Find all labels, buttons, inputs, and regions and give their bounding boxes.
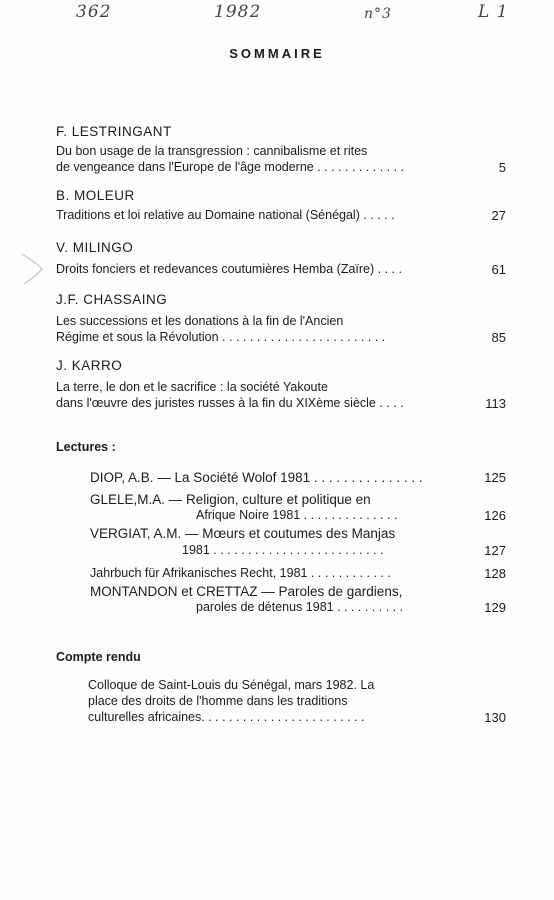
article-title-line: Du bon usage de la transgression : cannibalisme et rites bbox=[56, 144, 368, 158]
article-author: J. KARRO bbox=[56, 358, 123, 373]
compte-rendu-line: place des droits de l'homme dans les traditions bbox=[88, 694, 348, 708]
review-page-number: 125 bbox=[484, 470, 506, 485]
review-line-continued: paroles de détenus 1981 . . . . . . . . . . bbox=[196, 600, 404, 614]
review-line: Jahrbuch für Afrikanisches Recht, 1981 . . . . . . . . . . . . bbox=[90, 566, 391, 580]
article-page-number: 5 bbox=[498, 160, 506, 175]
article-title-line: de vengeance dans l'Europe de l'âge moderne . . . . . . . . . . . . . bbox=[56, 160, 405, 174]
article-title-line: dans l'œuvre des juristes russes à la fin du XIXème siècle . . . . bbox=[56, 396, 404, 410]
article-author: J.F. CHASSAING bbox=[56, 292, 168, 307]
article-title-line: Droits fonciers et redevances coutumières Hemba (Zaïre) . . . . bbox=[56, 262, 402, 276]
handwritten-note-2: 1982 bbox=[214, 2, 262, 22]
handwritten-note-1: 362 bbox=[76, 2, 112, 22]
review-line-continued: Afrique Noire 1981 . . . . . . . . . . . . . . bbox=[196, 508, 398, 522]
article-page-number: 113 bbox=[485, 396, 506, 411]
article-author: F. LESTRINGANT bbox=[56, 124, 172, 139]
article-author: B. MOLEUR bbox=[56, 188, 135, 203]
review-line: DIOP, A.B. — La Société Wolof 1981 . . . . . . . . . . . . . . . bbox=[90, 470, 423, 485]
handwritten-note-4: L 1 bbox=[478, 2, 509, 22]
margin-mark-icon bbox=[20, 252, 44, 286]
article-page-number: 27 bbox=[491, 208, 506, 223]
compte-rendu-page-number: 130 bbox=[484, 710, 506, 725]
review-page-number: 129 bbox=[484, 600, 506, 615]
review-line: GLELE,M.A. — Religion, culture et politique en bbox=[90, 492, 371, 507]
review-page-number: 127 bbox=[484, 543, 506, 558]
review-line-continued: 1981 . . . . . . . . . . . . . . . . . . . . . . . . . bbox=[182, 543, 384, 557]
article-page-number: 61 bbox=[491, 262, 506, 277]
article-title-line: Régime et sous la Révolution . . . . . . . . . . . . . . . . . . . . . . . . bbox=[56, 330, 386, 344]
compte-rendu-heading: Compte rendu bbox=[56, 650, 141, 664]
article-author: V. MILINGO bbox=[56, 240, 134, 255]
review-page-number: 126 bbox=[484, 508, 506, 523]
compte-rendu-line: culturelles africaines. . . . . . . . . . . . . . . . . . . . . . . . bbox=[88, 710, 365, 724]
review-line: MONTANDON et CRETTAZ — Paroles de gardiens, bbox=[90, 584, 403, 599]
lectures-heading: Lectures : bbox=[56, 440, 116, 454]
article-title-line: La terre, le don et le sacrifice : la société Yakoute bbox=[56, 380, 328, 394]
article-title-line: Traditions et loi relative au Domaine national (Sénégal) . . . . . bbox=[56, 208, 395, 222]
review-line: VERGIAT, A.M. — Mœurs et coutumes des Manjas bbox=[90, 526, 396, 541]
article-title-line: Les successions et les donations à la fin de l'Ancien bbox=[56, 314, 344, 328]
compte-rendu-line: Colloque de Saint-Louis du Sénégal, mars 1982. La bbox=[88, 678, 375, 692]
article-page-number: 85 bbox=[491, 330, 506, 345]
page-title: SOMMAIRE bbox=[229, 46, 325, 61]
handwritten-note-3: n°3 bbox=[364, 6, 392, 22]
review-page-number: 128 bbox=[484, 566, 506, 581]
